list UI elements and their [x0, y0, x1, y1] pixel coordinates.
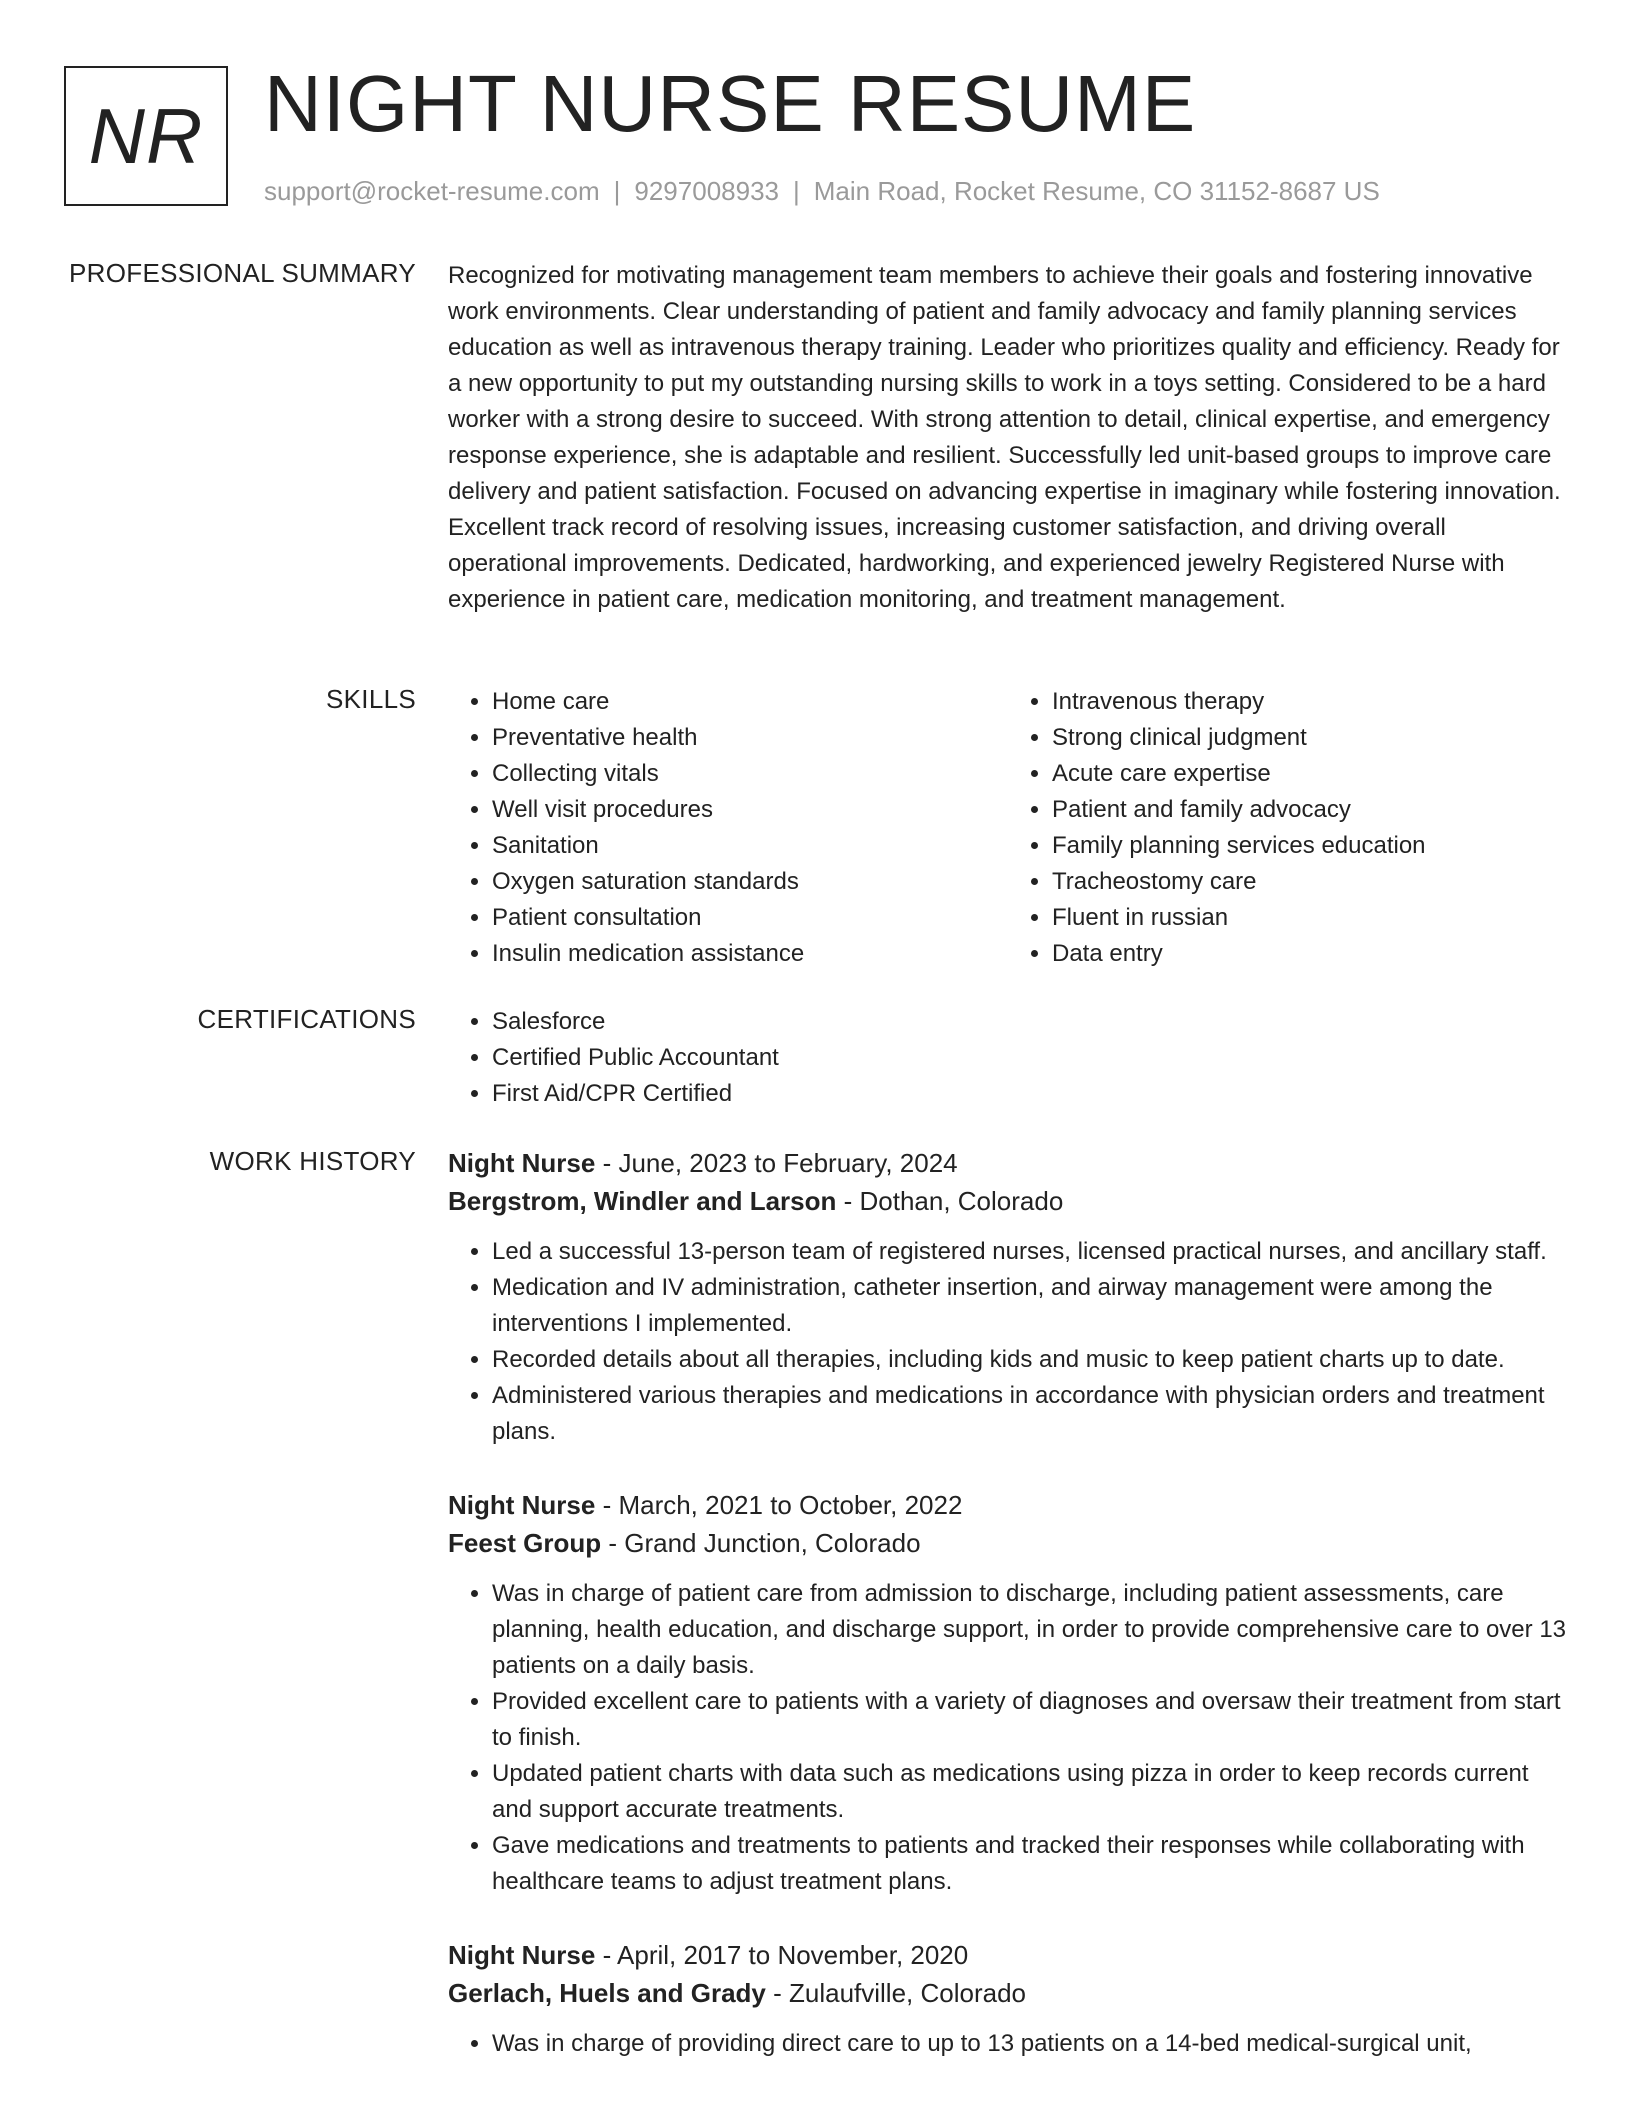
job-company: Gerlach, Huels and Grady: [448, 1978, 766, 2008]
job-role: Night Nurse: [448, 1490, 596, 1520]
job-company-line: [448, 1182, 1568, 1220]
job-dates: - March, 2021 to October, 2022: [595, 1490, 963, 1520]
skill-item: • Patient and family advocacy: [1052, 792, 1568, 828]
job-bullet: • Recorded details about all therapies, including kids and music to keep patient charts up to date.: [492, 1342, 1568, 1378]
job-role-line: [448, 1936, 1568, 1974]
certification-item: • First Aid/CPR Certified: [492, 1076, 1568, 1112]
skill-item: • Acute care expertise: [1052, 756, 1568, 792]
job-role-line: [448, 1144, 1568, 1182]
skill-item: • Sanitation: [492, 828, 1008, 864]
job-role: Night Nurse: [448, 1940, 596, 1970]
resume-title: NIGHT NURSE RESUME: [264, 59, 1197, 148]
skill-item: • Fluent in russian: [1052, 900, 1568, 936]
skills-list-right: [1008, 684, 1568, 972]
job-company: Feest Group: [448, 1528, 602, 1558]
contact-line: [264, 176, 1380, 207]
skill-item: • Data entry: [1052, 936, 1568, 972]
skill-item: • Tracheostomy care: [1052, 864, 1568, 900]
separator: |: [793, 176, 800, 206]
section-title: SKILLS: [326, 684, 416, 714]
section-title: PROFESSIONAL SUMMARY: [69, 258, 416, 288]
job-company-line: [448, 1974, 1568, 2012]
address: Main Road, Rocket Resume, CO 31152-8687 US: [813, 176, 1380, 206]
skill-item: • Strong clinical judgment: [1052, 720, 1568, 756]
skill-item: • Family planning services education: [1052, 828, 1568, 864]
summary-text: Recognized for motivating management team members to achieve their goals and fostering innovative work environments. Clear understanding of patient and family advocacy and family planning services education as well as intravenous therapy training. Leader who prioritizes quality and efficiency. Ready for a new opportunity to put my outstanding nursing skills to work in a toys setting. Considered to be a hard worker with a strong desire to succeed. With strong attention to detail, clinical expertise, and emergency response experience, she is adaptable and resilient. Successfully led unit-based groups to improve care delivery and patient satisfaction. Focused on advancing expertise in imaginary while fostering innovation. Excellent track record of resolving issues, increasing customer satisfaction, and driving overall operational improvements. Dedicated, hardworking, and experienced jewelry Registered Nurse with experience in patient care, medication monitoring, and treatment management.: [448, 262, 1561, 613]
job-bullets: [448, 1234, 1568, 1450]
job-bullet: • Medication and IV administration, catheter insertion, and airway management were among the interventions I implemented.: [492, 1270, 1568, 1342]
job-role-line: [448, 1486, 1568, 1524]
separator: |: [613, 176, 621, 206]
job-bullet: • Administered various therapies and medications in accordance with physician orders and treatment plans.: [492, 1378, 1568, 1450]
skill-item: • Well visit procedures: [492, 792, 1008, 828]
work-history-body: [448, 1144, 1568, 2098]
certification-item: • Salesforce: [492, 1004, 1568, 1040]
skill-item: • Collecting vitals: [492, 756, 1008, 792]
job-company-line: [448, 1524, 1568, 1562]
skill-item: • Insulin medication assistance: [492, 936, 1008, 972]
email: support@rocket-resume.com: [264, 176, 600, 206]
phone: 9297008933: [634, 176, 779, 206]
certification-item: • Certified Public Accountant: [492, 1040, 1568, 1076]
certifications-body: [448, 1004, 1568, 1112]
job-bullets: [448, 1576, 1568, 1900]
job-location: - Dothan, Colorado: [836, 1186, 1064, 1216]
job-bullet: • Was in charge of providing direct care to up to 13 patients on a 14-bed medical-surgical unit,: [492, 2026, 1568, 2062]
job-bullet: • Gave medications and treatments to patients and tracked their responses while collaborating with healthcare teams to adjust treatment plans.: [492, 1828, 1568, 1900]
certifications-list: [448, 1004, 1568, 1112]
skills-list-left: [448, 684, 1008, 972]
job-bullet: • Provided excellent care to patients with a variety of diagnoses and oversaw their treatment from start to finish.: [492, 1684, 1568, 1756]
section-title: CERTIFICATIONS: [197, 1004, 416, 1034]
initials-monogram: [64, 66, 228, 206]
job-bullet: • Was in charge of patient care from admission to discharge, including patient assessments, care planning, health education, and discharge support, in order to provide comprehensive care to over 13 patients on a daily basis.: [492, 1576, 1568, 1684]
job-bullet: • Updated patient charts with data such as medications using pizza in order to keep records current and support accurate treatments.: [492, 1756, 1568, 1828]
job-role: Night Nurse: [448, 1148, 596, 1178]
job-location: - Grand Junction, Colorado: [601, 1528, 921, 1558]
job-location: - Zulaufville, Colorado: [765, 1978, 1027, 2008]
job-company: Bergstrom, Windler and Larson: [448, 1186, 837, 1216]
job-bullet: • Led a successful 13-person team of registered nurses, licensed practical nurses, and ancillary staff.: [492, 1234, 1568, 1270]
skill-item: • Intravenous therapy: [1052, 684, 1568, 720]
skill-item: • Oxygen saturation standards: [492, 864, 1008, 900]
skill-item: • Home care: [492, 684, 1008, 720]
initials: NR: [88, 91, 204, 180]
job-bullets: [448, 2026, 1568, 2062]
skill-item: • Preventative health: [492, 720, 1008, 756]
skill-item: • Patient consultation: [492, 900, 1008, 936]
job-dates: - June, 2023 to February, 2024: [595, 1148, 958, 1178]
job-entry: [448, 1936, 1568, 2062]
job-entry: [448, 1144, 1568, 1450]
skills-columns: [448, 684, 1568, 972]
section-title: WORK HISTORY: [209, 1146, 416, 1176]
job-dates: - April, 2017 to November, 2020: [595, 1940, 969, 1970]
job-entry: [448, 1486, 1568, 1900]
